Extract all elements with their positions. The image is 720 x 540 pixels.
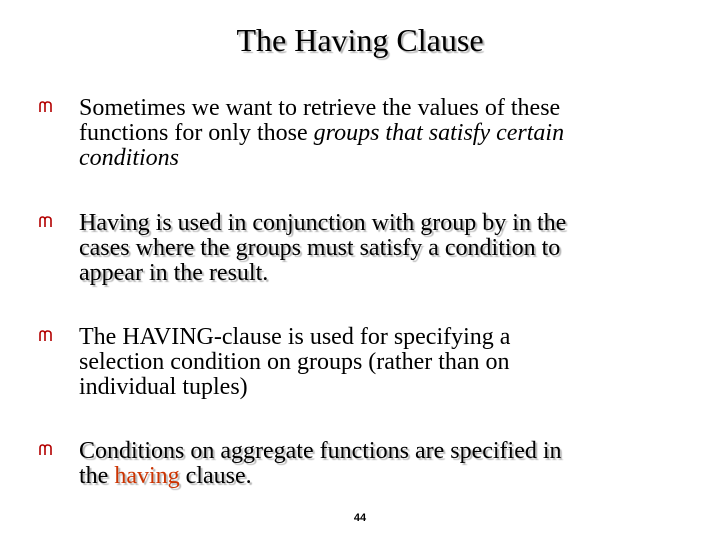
bullet-1-line-3 <box>79 146 679 171</box>
bullet-4-line-2-suffix: clause. <box>179 463 252 489</box>
bullet-text-4 <box>79 439 679 489</box>
bullet-3-line-2: selection condition on groups (rather than on <box>79 349 510 375</box>
bullet-1-line-2 <box>79 121 679 146</box>
bullet-text-1 <box>79 96 679 171</box>
page-number: 44 <box>353 512 367 524</box>
bullet-text-3 <box>79 325 679 400</box>
slide-title: The Having Clause <box>236 22 484 58</box>
m-shaped-bullet-icon <box>39 443 52 456</box>
bullet-text-2 <box>79 211 679 286</box>
bullet-2-line-3: appear in the result. <box>79 260 269 286</box>
bullet-1-line-2-italic: groups that satisfy certain <box>313 120 565 146</box>
bullet-2-line-1: Having is used in conjunction with group by in the <box>79 210 567 236</box>
bullet-2-line-2: cases where the groups must satisfy a condition to <box>79 235 561 261</box>
m-shaped-bullet-icon <box>39 215 52 228</box>
bullet-3-line-1: The HAVING-clause is used for specifying a <box>79 324 511 350</box>
bullet-1-line-1: Sometimes we want to retrieve the values of these <box>79 95 561 121</box>
bullet-4-line-1: Conditions on aggregate functions are specified in <box>79 438 562 464</box>
m-shaped-bullet-icon <box>39 329 52 342</box>
bullet-3-line-3: individual tuples) <box>79 374 248 400</box>
m-shaped-bullet-icon <box>39 100 52 113</box>
bullet-1-line-3-italic: conditions <box>79 145 179 171</box>
bullet-4-line-2-prefix: the <box>79 463 115 489</box>
bullet-1-line-2-plain: functions for only those <box>79 120 314 146</box>
bullet-4-line-2 <box>79 464 679 489</box>
bullet-4-having-keyword: having <box>114 463 180 489</box>
